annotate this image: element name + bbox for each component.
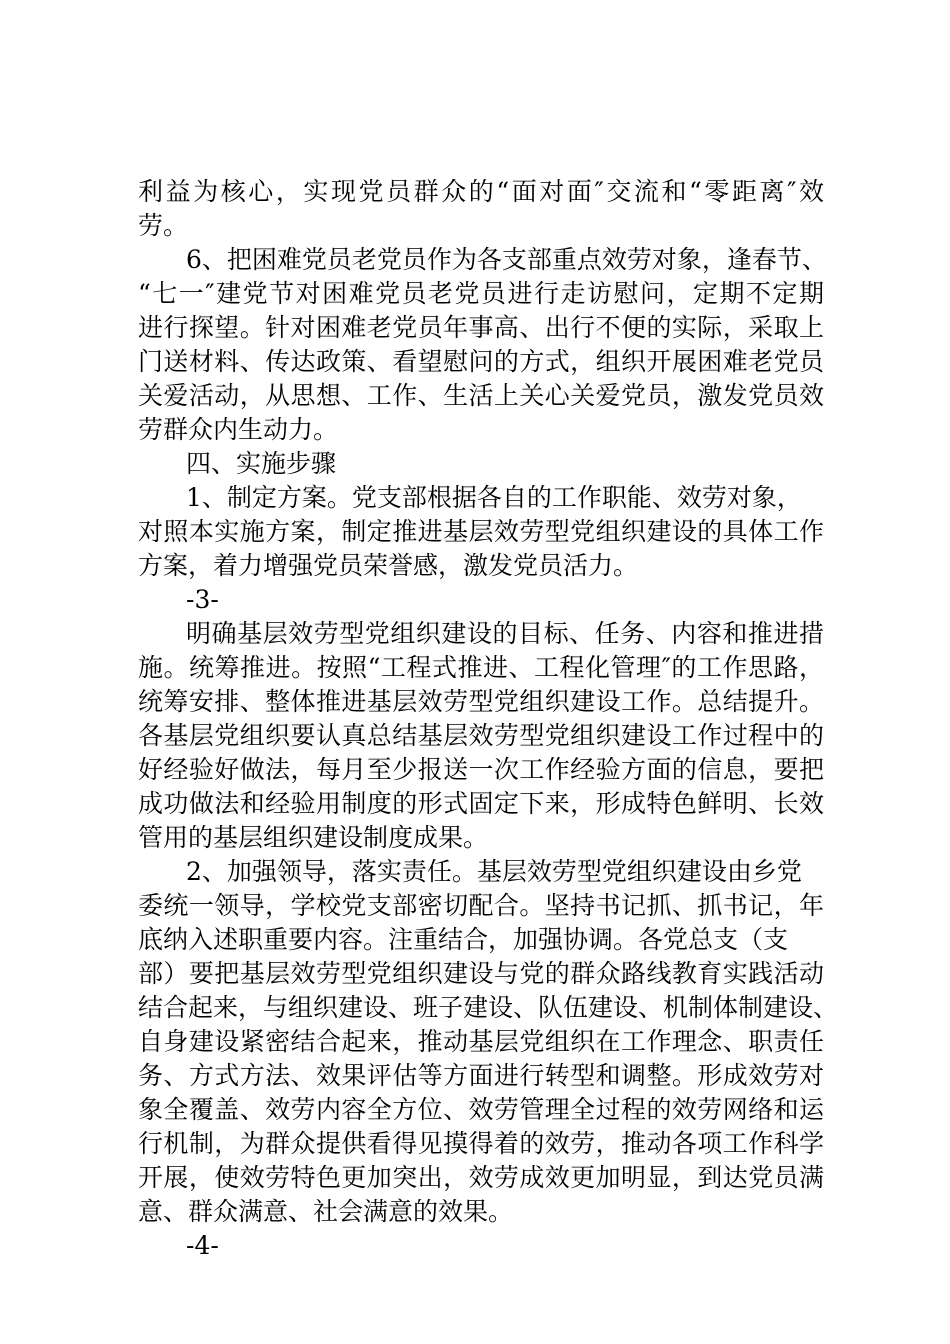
text-line: 底纳入述职重要内容。注重结合，加强协调。各党总支（支 (138, 925, 789, 954)
text-line: 务、方式方法、效果评估等方面进行转型和调整。形成效劳对 (138, 1061, 824, 1090)
text-line: 门送材料、传达政策、看望慰问的方式，组织开展困难老党员 (138, 347, 824, 376)
text-line: 2、加强领导，落实责任。基层效劳型党组织建设由乡党 (186, 857, 802, 886)
text-line: 部）要把基层效劳型党组织建设与党的群众路线教育实践活动 (138, 959, 824, 988)
text-line: 行机制，为群众提供看得见摸得着的效劳，推动各项工作科学 (138, 1129, 824, 1158)
text-line: 施。统筹推进。按照“工程式推进、工程化管理″的工作思路， (138, 653, 824, 682)
text-line: 6、把困难党员老党员作为各支部重点效劳对象，逢春节、 (186, 245, 827, 274)
text-line: 明确基层效劳型党组织建设的目标、任务、内容和推进措 (186, 619, 824, 648)
page-number: -3- (186, 585, 219, 614)
text-line: 1、制定方案。党支部根据各自的工作职能、效劳对象， (186, 483, 802, 512)
section-heading: 四、实施步骤 (186, 449, 337, 478)
text-line: 成功做法和经验用制度的形式固定下来，形成特色鲜明、长效 (138, 789, 824, 818)
text-line: 管用的基层组织建设制度成果。 (138, 823, 489, 852)
text-line: 象全覆盖、效劳内容全方位、效劳管理全过程的效劳网络和运 (138, 1095, 824, 1124)
text-line: 自身建设紧密结合起来，推动基层党组织在工作理念、职责任 (138, 1027, 824, 1056)
text-line: 方案，着力增强党员荣誉感，激发党员活力。 (138, 551, 639, 580)
text-line: 统筹安排、整体推进基层效劳型党组织建设工作。总结提升。 (138, 687, 824, 716)
text-line: 对照本实施方案，制定推进基层效劳型党组织建设的具体工作 (138, 517, 824, 546)
text-line: 进行探望。针对困难老党员年事高、出行不便的实际，采取上 (138, 313, 824, 342)
text-line: 委统一领导，学校党支部密切配合。坚持书记抓、抓书记，年 (138, 891, 824, 920)
page-number: -4- (186, 1231, 219, 1260)
text-line: 利益为核心，实现党员群众的“面对面″交流和“零距离″效 (138, 177, 824, 206)
text-line: 意、群众满意、社会满意的效果。 (138, 1197, 514, 1226)
text-line: “七一″建党节对困难党员老党员进行走访慰问，定期不定期 (138, 279, 824, 308)
text-line: 结合起来，与组织建设、班子建设、队伍建设、机制体制建设、 (138, 993, 839, 1022)
text-line: 开展，使效劳特色更加突出，效劳成效更加明显，到达党员满 (138, 1163, 824, 1192)
text-line: 各基层党组织要认真总结基层效劳型党组织建设工作过程中的 (138, 721, 824, 750)
text-line: 劳。 (138, 211, 189, 240)
text-line: 好经验好做法，每月至少报送一次工作经验方面的信息，要把 (138, 755, 824, 784)
text-line: 关爱活动，从思想、工作、生活上关心关爱党员，激发党员效 (138, 381, 824, 410)
text-line: 劳群众内生动力。 (138, 415, 339, 444)
